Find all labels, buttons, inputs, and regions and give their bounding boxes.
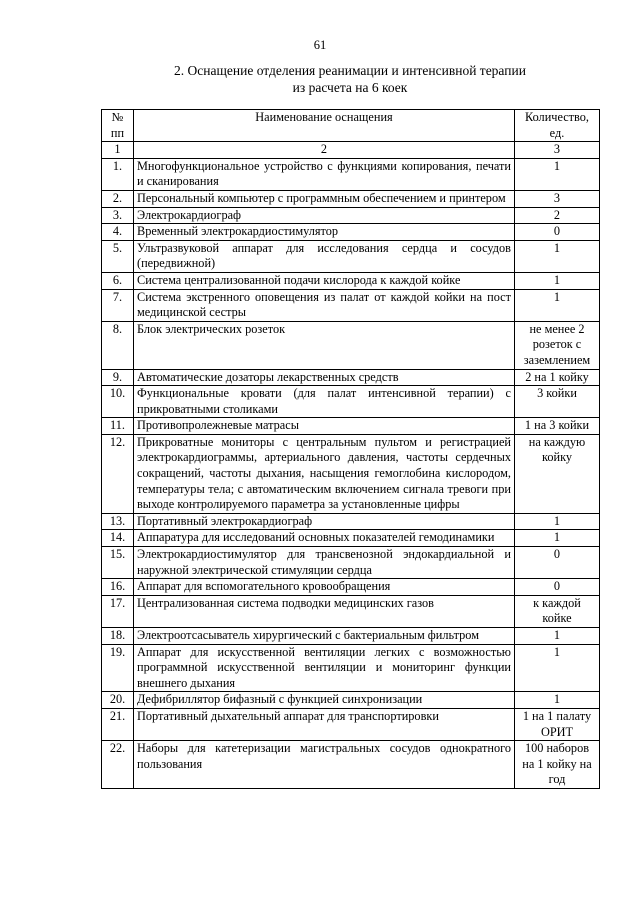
page-number: 61 [313, 38, 327, 52]
table-row [102, 386, 600, 418]
table-row [102, 692, 600, 709]
header-number [102, 110, 134, 142]
row-number-cell: 14. [102, 530, 134, 547]
equipment-name-cell: Электрокардиограф [134, 207, 515, 224]
table-row [102, 595, 600, 627]
table-row [102, 207, 600, 224]
header-quantity-line1: Количество, [524, 110, 590, 124]
equipment-name-cell: Многофункциональное устройство с функциями копирования, печати и сканирования [134, 158, 515, 190]
quantity-cell: к каждой койке [515, 595, 600, 627]
row-number-cell: 15. [102, 547, 134, 579]
row-number-cell: 21. [102, 708, 134, 740]
quantity-cell: 1 на 3 койки [515, 418, 600, 435]
table-header-row [102, 110, 600, 142]
equipment-name-cell: Портативный электрокардиограф [134, 513, 515, 530]
row-number-cell: 17. [102, 595, 134, 627]
equipment-name-cell: Аппарат для вспомогательного кровообращения [134, 579, 515, 596]
equipment-name-cell: Централизованная система подводки медицинских газов [134, 595, 515, 627]
equipment-name-cell: Наборы для катетеризации магистральных сосудов однократного пользования [134, 741, 515, 789]
table-row [102, 289, 600, 321]
quantity-cell: 1 [515, 158, 600, 190]
row-number-cell: 11. [102, 418, 134, 435]
row-number-cell: 9. [102, 369, 134, 386]
quantity-cell: на каждую койку [515, 434, 600, 513]
quantity-cell: 1 [515, 644, 600, 692]
table-row [102, 628, 600, 645]
section-heading [80, 62, 620, 96]
equipment-name-cell: Портативный дыхательный аппарат для транспортировки [134, 708, 515, 740]
table-row [102, 240, 600, 272]
quantity-cell: 1 [515, 692, 600, 709]
row-number-cell: 10. [102, 386, 134, 418]
equipment-name-cell: Аппаратура для исследований основных показателей гемодинамики [134, 530, 515, 547]
equipment-name-cell: Функциональные кровати (для палат интенсивной терапии) с прикроватными столиками [134, 386, 515, 418]
equipment-name-cell: Прикроватные мониторы с центральным пультом и регистрацией электрокардиограммы, артериального давления, частоты сердечных сокращений, частоты дыхания, насыщения гемоглобина кислородом, температуры тела; с автоматическим включением сигнала тревоги при выходе контролируемого параметра за установленные цифры [134, 434, 515, 513]
table-row [102, 272, 600, 289]
header-quantity-line2: ед. [549, 125, 565, 140]
equipment-name-cell: Блок электрических розеток [134, 321, 515, 369]
quantity-cell: 1 [515, 628, 600, 645]
equipment-name-cell: Персональный компьютер с программным обеспечением и принтером [134, 190, 515, 207]
header-quantity [515, 110, 600, 142]
quantity-cell: 2 на 1 койку [515, 369, 600, 386]
row-number-cell: 1. [102, 158, 134, 190]
quantity-cell: 3 койки [515, 386, 600, 418]
equipment-name-cell: Ультразвуковой аппарат для исследования сердца и сосудов (передвижной) [134, 240, 515, 272]
row-number-cell: 19. [102, 644, 134, 692]
table-row [102, 369, 600, 386]
quantity-cell: 0 [515, 547, 600, 579]
table-row [102, 224, 600, 241]
table-row [102, 434, 600, 513]
quantity-cell: 1 [515, 530, 600, 547]
column-index-cell: 2 [134, 142, 515, 159]
equipment-table [101, 109, 600, 789]
quantity-cell: 1 [515, 289, 600, 321]
table-row [102, 418, 600, 435]
table-row [102, 644, 600, 692]
equipment-name-cell: Электроотсасыватель хирургический с бактериальным фильтром [134, 628, 515, 645]
table-row [102, 547, 600, 579]
table-row [102, 158, 600, 190]
section-heading-line2: из расчета на 6 коек [292, 80, 408, 95]
equipment-name-cell: Противопролежневые матрасы [134, 418, 515, 435]
row-number-cell: 22. [102, 741, 134, 789]
row-number-cell: 2. [102, 190, 134, 207]
equipment-name-cell: Система экстренного оповещения из палат от каждой койки на пост медицинской сестры [134, 289, 515, 321]
table-row [102, 530, 600, 547]
quantity-cell: 100 наборов на 1 койку на год [515, 741, 600, 789]
table-row [102, 579, 600, 596]
quantity-cell: 0 [515, 224, 600, 241]
row-number-cell: 7. [102, 289, 134, 321]
quantity-cell: не менее 2 розеток с заземлением [515, 321, 600, 369]
equipment-name-cell: Аппарат для искусственной вентиляции легких с возможностью программной искусственной вентиляции и мониторинг функции внешнего дыхания [134, 644, 515, 692]
row-number-cell: 20. [102, 692, 134, 709]
row-number-cell: 13. [102, 513, 134, 530]
row-number-cell: 4. [102, 224, 134, 241]
table-row [102, 190, 600, 207]
quantity-cell: 1 [515, 513, 600, 530]
table-row [102, 321, 600, 369]
table-row [102, 741, 600, 789]
row-number-cell: 3. [102, 207, 134, 224]
column-index-cell: 1 [102, 142, 134, 159]
row-number-cell: 6. [102, 272, 134, 289]
equipment-name-cell: Автоматические дозаторы лекарственных средств [134, 369, 515, 386]
header-equipment-name: Наименование оснащения [134, 110, 515, 142]
quantity-cell: 2 [515, 207, 600, 224]
equipment-name-cell: Дефибриллятор бифазный с функцией синхронизации [134, 692, 515, 709]
equipment-name-cell: Временный электрокардиостимулятор [134, 224, 515, 241]
row-number-cell: 16. [102, 579, 134, 596]
row-number-cell: 8. [102, 321, 134, 369]
column-index-row [102, 142, 600, 159]
quantity-cell: 3 [515, 190, 600, 207]
equipment-name-cell: Электрокардиостимулятор для трансвенозной эндокардиальной и наружной электрической стимуляции сердца [134, 547, 515, 579]
quantity-cell: 0 [515, 579, 600, 596]
quantity-cell: 1 [515, 272, 600, 289]
equipment-name-cell: Система централизованной подачи кислорода к каждой койке [134, 272, 515, 289]
section-heading-line1: 2. Оснащение отделения реанимации и интенсивной терапии [174, 63, 526, 78]
header-number-line2: пп [110, 125, 125, 140]
quantity-cell: 1 [515, 240, 600, 272]
table-row [102, 708, 600, 740]
header-number-line1: № [111, 110, 124, 124]
row-number-cell: 12. [102, 434, 134, 513]
row-number-cell: 5. [102, 240, 134, 272]
quantity-cell: 1 на 1 палату ОРИТ [515, 708, 600, 740]
column-index-cell: 3 [515, 142, 600, 159]
row-number-cell: 18. [102, 628, 134, 645]
table-row [102, 513, 600, 530]
